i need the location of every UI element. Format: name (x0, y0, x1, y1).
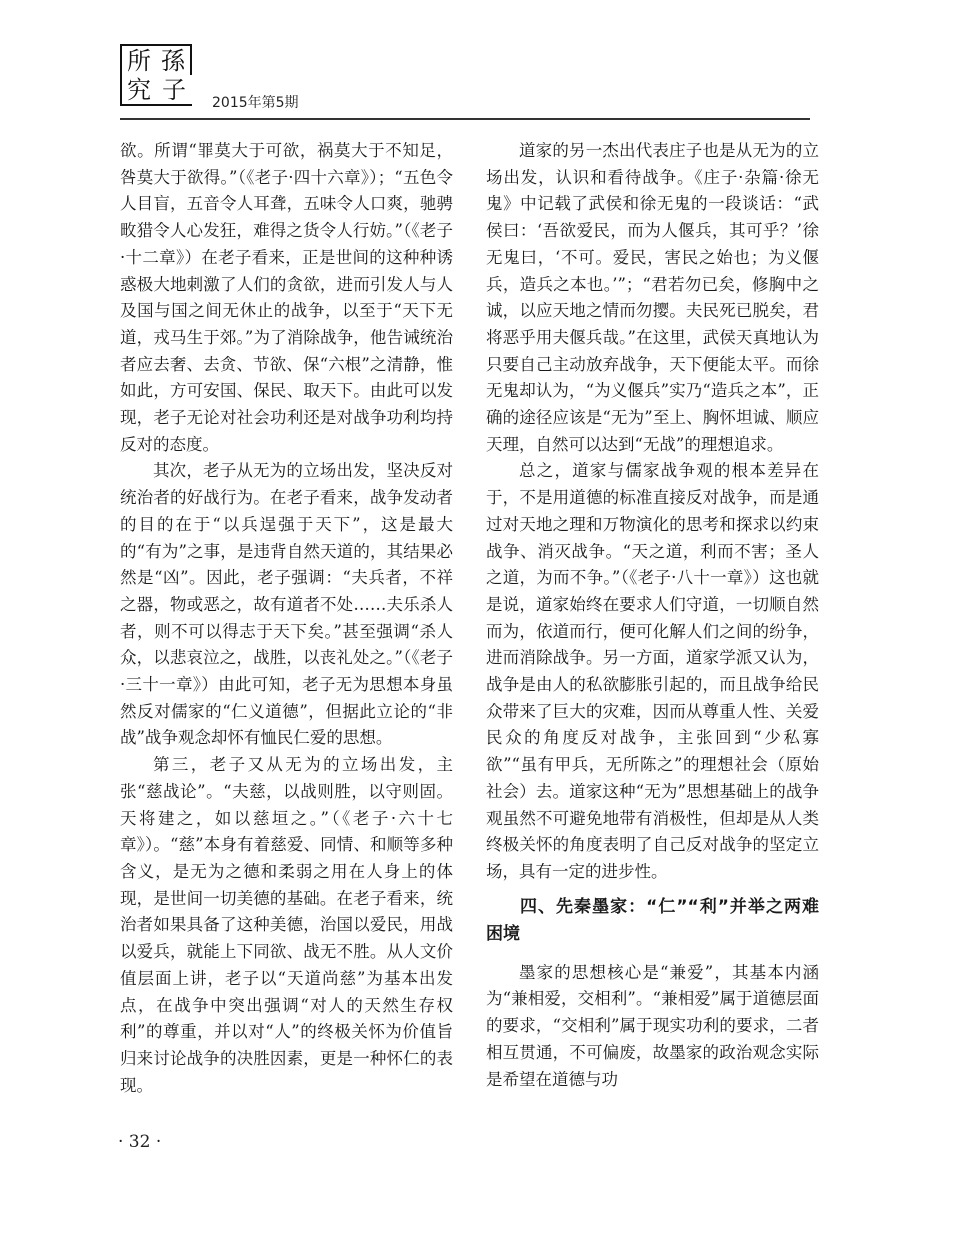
section-heading: 四、先秦墨家：“仁”“利”并举之两难困境 (486, 896, 819, 944)
logo-char-1: 所 (120, 44, 156, 75)
left-column (120, 138, 453, 1099)
issue-label: 2015年第5期 (212, 95, 299, 111)
right-paragraph-1: 道家的另一杰出代表庄子也是从无为的立场出发，认识和看待战争。《庄子·杂篇·徐无鬼》中记载了武侯和徐无鬼的一段谈话：“武侯曰：‘吾欲爱民，而为人偃兵，其可乎？’徐无鬼曰，‘不可。爱民，害民之始也；为义偃兵，造兵之本也。’”；“君若勿已矣，修胸中之诚，以应天地之情而勿撄。夫民死已脱矣，君将恶乎用夫偃兵哉。”在这里，武侯天真地认为只要自己主动放弃战争，天下便能太平。而徐无鬼却认为，“为义偃兵”实乃“造兵之本”，正确的途径应该是“无为”至上、胸怀坦诚、顺应天理，自然可以达到“无战”的理想追求。 (486, 141, 819, 454)
left-paragraph-1: 欲。所谓“罪莫大于可欲，祸莫大于不知足，咎莫大于欲得。”（《老子·四十六章》）；“五色令人目盲，五音令人耳聋，五味令人口爽，驰骋畋猎令人心发狂，难得之货令人行妨。”（《老子·十二章》）在老子看来，正是世间的这种种诱惑极大地刺激了人们的贪欲，进而引发人与人及国与国之间无休止的战争，以至于“天下无道，戎马生于郊。”为了消除战争，他告诫统治者应去奢、去贪、节欲、保“六根”之清静，惟如此，方可安国、保民、取天下。由此可以发现，老子无论对社会功利还是对战争功利均持反对的态度。 (120, 141, 453, 454)
right-paragraph-2: 总之，道家与儒家战争观的根本差异在于，不是用道德的标准直接反对战争，而是通过对天地之理和万物演化的思考和探求以约束战争、消灭战争。“天之道，利而不害；圣人之道，为而不争。”（《老子·八十一章》）这也就是说，道家始终在要求人们守道，一切顺自然而为，依道而行，便可化解人们之间的纷争，进而消除战争。另一方面，道家学派又认为，战争是由人的私欲膨胀引起的，而且战争给民众带来了巨大的灾难，因而从尊重人性、关爱民众的角度反对战争，主张回到“少私寡欲”“虽有甲兵，无所陈之”的理想社会（原始社会）去。道家这种“无为”思想基础上的战争观虽然不可避免地带有消极性，但却是从人类终极关怀的角度表明了自己反对战争的坚定立场，具有一定的进步性。 (486, 461, 819, 881)
logo-char-4: 子 (156, 75, 192, 106)
right-paragraph-3: 墨家的思想核心是“兼爱”，其基本内涵为“兼相爱，交相利”。“兼相爱”属于道德层面的要求，“交相利”属于现实功利的要求，二者相互贯通，不可偏废，故墨家的政治观念实际是希望在道德与功 (486, 962, 819, 1089)
left-paragraph-2: 其次，老子从无为的立场出发，坚决反对统治者的好战行为。在老子看来，战争发动者的目的在于“以兵逞强于天下”，这是最大的“有为”之事，是违背自然天道的，其结果必然是“凶”。因此，老子强调：“夫兵者，不祥之器，物或恶之，故有道者不处……夫乐杀人者，则不可以得志于天下矣。”甚至强调“杀人众，以悲哀泣之，战胜，以丧礼处之。”（《老子·三十一章》）由此可知，老子无为思想本身虽然反对儒家的“仁义道德”，但据此立论的“非战”战争观念却怀有恤民仁爱的思想。 (120, 461, 453, 748)
logo-char-2: 孫 (156, 44, 192, 75)
journal-logo (120, 44, 192, 106)
page-number: · 32 · (118, 1132, 162, 1152)
logo-char-3: 究 (120, 75, 156, 106)
header-divider (120, 118, 810, 120)
left-paragraph-3: 第三，老子又从无为的立场出发，主张“慈战论”。“夫慈，以战则胜，以守则固。天将建之，如以慈垣之。”（《老子·六十七章》）。“慈”本身有着慈爱、同情、和顺等多种含义，是无为之德和柔弱之用在人身上的体现，是世间一切美德的基础。在老子看来，统治者如果具备了这种美德，治国以爱民，用战以爱兵，就能上下同欲、战无不胜。从人文价值层面上讲，老子以“天道尚慈”为基本出发点，在战争中突出强调“对人的天然生存权利”的尊重，并以对“人”的终极关怀为价值旨归来讨论战争的决胜因素，更是一种怀仁的表现。 (120, 755, 453, 1095)
right-column (486, 138, 819, 1093)
